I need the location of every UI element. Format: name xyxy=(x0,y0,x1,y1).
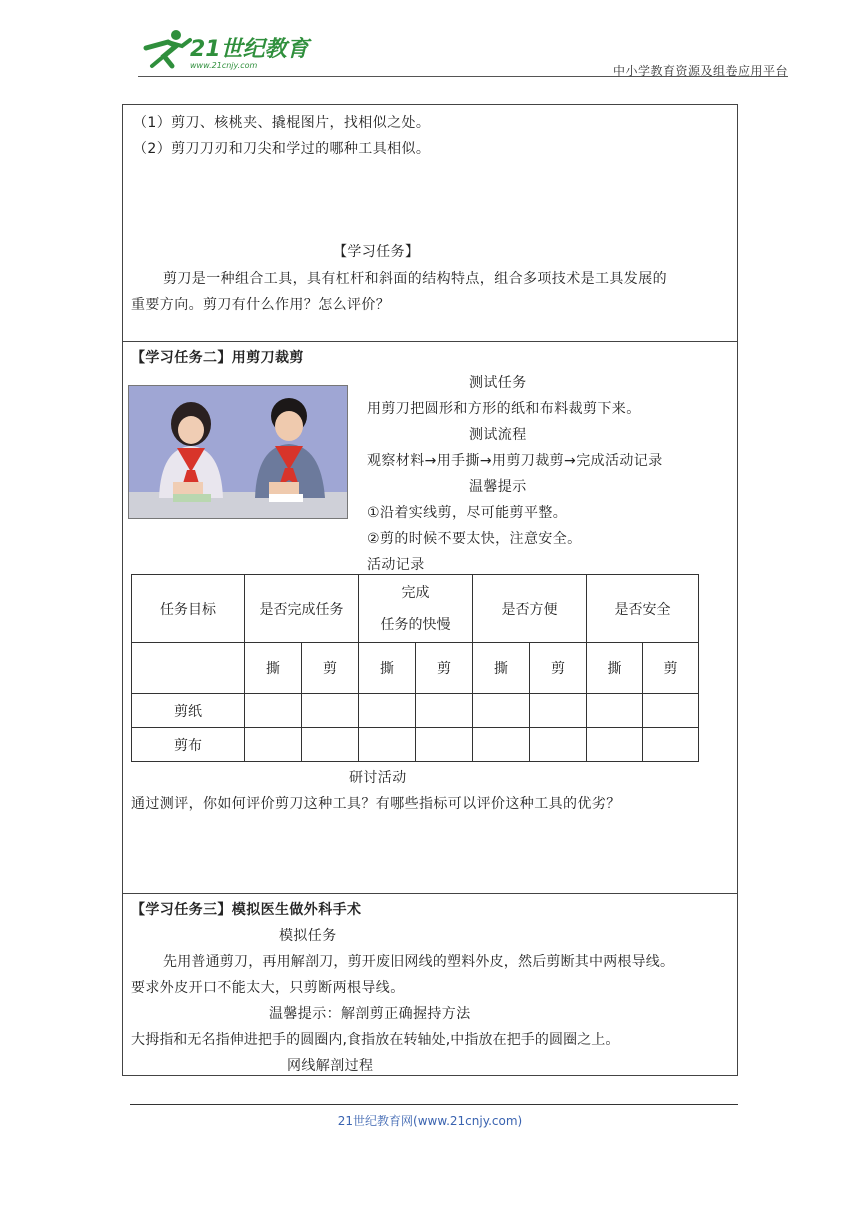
subheader-tear: 撕 xyxy=(587,643,643,694)
table-cell xyxy=(530,694,587,728)
test-process-heading: 测试流程 xyxy=(469,427,527,443)
table-cell xyxy=(359,694,416,728)
header-task-goal: 任务目标 xyxy=(132,575,245,643)
grip-tip-heading: 温馨提示：解剖剪正确握持方法 xyxy=(269,1006,471,1022)
task-paragraph-line2: 重要方向。剪刀有什么作用？怎么评价？ xyxy=(131,297,391,313)
site-logo xyxy=(138,26,318,72)
tip-2: ②剪的时候不要太快，注意安全。 xyxy=(367,531,582,547)
platform-name: 中小学教育资源及组卷应用平台 xyxy=(612,64,788,78)
discussion-heading: 研讨活动 xyxy=(349,770,407,786)
content-frame xyxy=(122,104,738,1076)
subheader-cut: 剪 xyxy=(643,643,699,694)
task-paragraph-line1: 剪刀是一种组合工具，具有杠杆和斜面的结构特点，组合多项技术是工具发展的 xyxy=(163,271,667,287)
question-item-1: （1）剪刀、核桃夹、撬棍图片，找相似之处。 xyxy=(133,115,431,131)
table-cell xyxy=(359,728,416,762)
simulation-line1: 先用普通剪刀，再用解剖刀，剪开废旧网线的塑料外皮，然后剪断其中两根导线。 xyxy=(163,954,675,970)
table-header-row xyxy=(132,575,699,643)
activity-record-table xyxy=(131,574,699,762)
children-cutting-illustration xyxy=(129,386,347,518)
header-safe: 是否安全 xyxy=(587,575,699,643)
simulation-line2: 要求外皮开口不能太大，只剪断两根导线。 xyxy=(131,980,405,996)
test-task-heading: 测试任务 xyxy=(469,375,527,391)
table-row xyxy=(132,728,699,762)
header-convenient: 是否方便 xyxy=(473,575,587,643)
header-speed-line2: 任务的快慢 xyxy=(380,616,451,633)
table-cell xyxy=(643,694,699,728)
subheader-cut: 剪 xyxy=(530,643,587,694)
table-cell xyxy=(587,694,643,728)
table-cell xyxy=(302,694,359,728)
row-label-paper: 剪纸 xyxy=(132,694,245,728)
subheader-empty xyxy=(132,643,245,694)
tips-heading: 温馨提示 xyxy=(469,479,527,495)
table-cell xyxy=(473,728,530,762)
header-speed-line1: 完成 xyxy=(401,584,430,601)
tip-1: ①沿着实线剪，尽可能剪平整。 xyxy=(367,505,568,521)
table-cell xyxy=(587,728,643,762)
logo-main-text: 21世纪教育 xyxy=(190,37,309,62)
footer-divider xyxy=(130,1104,738,1105)
table-row xyxy=(132,694,699,728)
table-cell xyxy=(416,728,473,762)
section-divider-2 xyxy=(123,893,737,894)
logo-sub-text: www.21cnjy.com xyxy=(190,61,258,70)
discussion-text: 通过测评，你如何评价剪刀这种工具？有哪些指标可以评价这种工具的优劣？ xyxy=(131,796,621,812)
footer-text: 21世纪教育网(www.21cnjy.com) xyxy=(337,1114,523,1128)
task3-title: 【学习任务三】模拟医生做外科手术 xyxy=(131,902,362,918)
subheader-cut: 剪 xyxy=(416,643,473,694)
table-cell xyxy=(416,694,473,728)
row-label-cloth: 剪布 xyxy=(132,728,245,762)
task2-title: 【学习任务二】用剪刀裁剪 xyxy=(131,350,304,366)
test-process-text: 观察材料→用手撕→用剪刀裁剪→完成活动记录 xyxy=(367,453,663,469)
table-cell xyxy=(643,728,699,762)
simulation-heading: 模拟任务 xyxy=(279,928,337,944)
activity-record-heading: 活动记录 xyxy=(367,557,425,573)
test-task-text: 用剪刀把圆形和方形的纸和布料裁剪下来。 xyxy=(367,401,641,417)
subheader-tear: 撕 xyxy=(359,643,416,694)
table-cell xyxy=(530,728,587,762)
header-divider xyxy=(138,76,788,77)
table-cell xyxy=(473,694,530,728)
table-subheader-row xyxy=(132,643,699,694)
subheader-tear: 撕 xyxy=(473,643,530,694)
section-divider-1 xyxy=(123,341,737,342)
table-cell xyxy=(245,694,302,728)
table-cell xyxy=(245,728,302,762)
learning-task-heading: 【学习任务】 xyxy=(333,244,420,260)
running-figure-icon xyxy=(146,30,190,66)
question-item-2: （2）剪刀刀刃和刀尖和学过的哪种工具相似。 xyxy=(133,141,431,157)
children-cutting-photo xyxy=(128,385,348,519)
subheader-cut: 剪 xyxy=(302,643,359,694)
cable-process-heading: 网线解剖过程 xyxy=(287,1058,374,1074)
table-cell xyxy=(302,728,359,762)
subheader-tear: 撕 xyxy=(245,643,302,694)
grip-tip-text: 大拇指和无名指伸进把手的圆圈内,食指放在转轴处,中指放在把手的圆圈之上。 xyxy=(131,1032,620,1048)
header-complete: 是否完成任务 xyxy=(245,575,359,643)
header-speed xyxy=(359,575,473,643)
